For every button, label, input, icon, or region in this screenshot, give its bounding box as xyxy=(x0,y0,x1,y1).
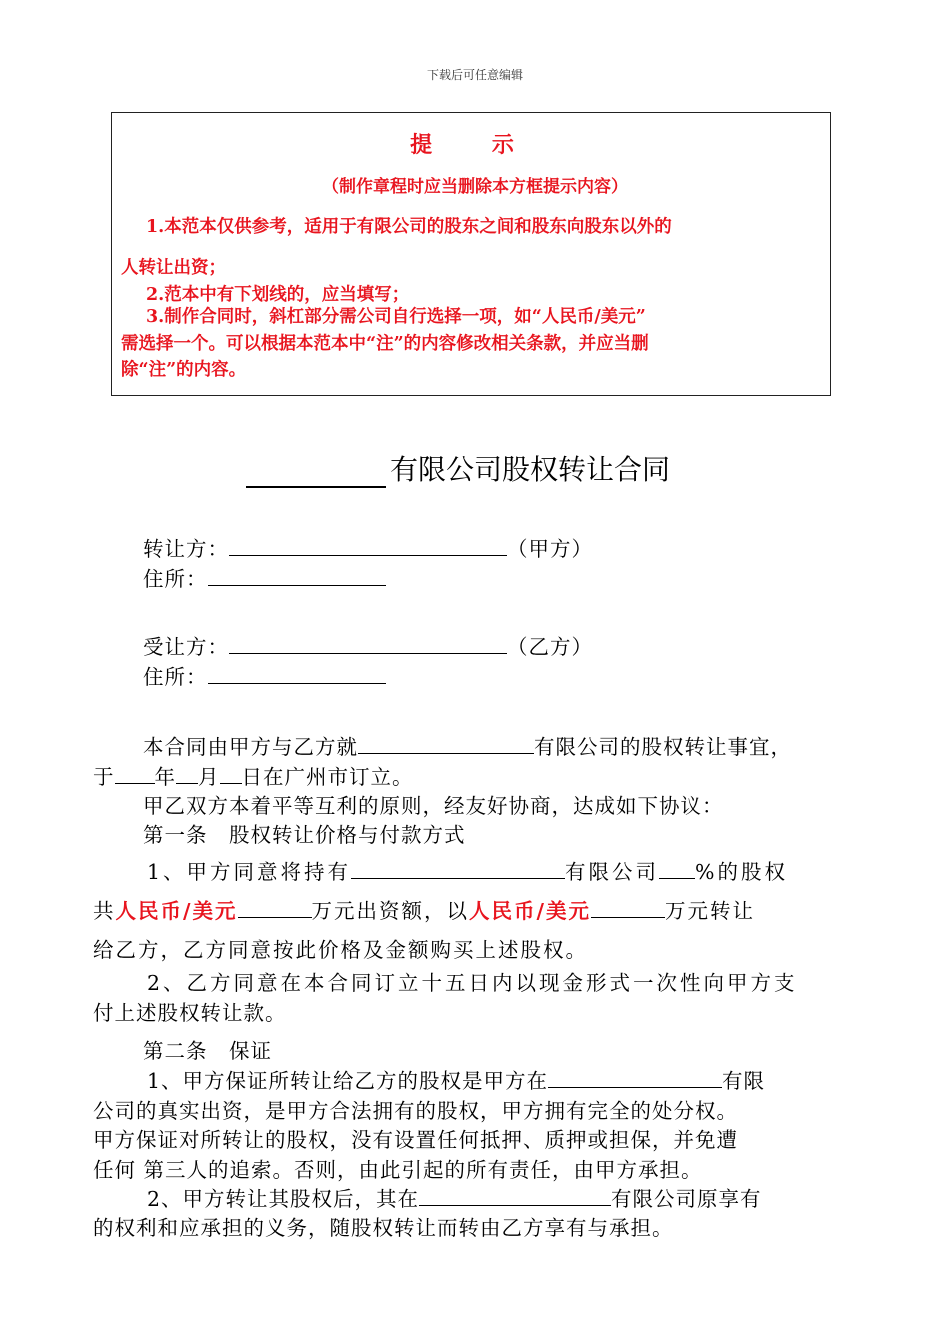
currency-choice-2: 人民币/美元 xyxy=(469,899,591,923)
document-title: 有限公司股权转让合同 xyxy=(246,448,670,488)
notice-title: 提 示 xyxy=(410,132,540,158)
company-blank-1[interactable] xyxy=(358,731,534,754)
body-line-2: 于 年 月 日在广州市订立。 xyxy=(93,760,414,790)
article-2-line-3: 甲方保证对所转让的股权，没有设置任何抵押、质押或担保，并免遭 xyxy=(93,1128,738,1152)
party-b-address-line: 住所： xyxy=(143,660,386,690)
company-blank-4[interactable] xyxy=(419,1183,611,1206)
notice-line-2: 人转让出资； xyxy=(121,258,226,278)
article-2-heading: 第二条 保证 xyxy=(143,1039,272,1063)
party-a-line: 转让方： （甲方） xyxy=(143,532,593,562)
month-blank[interactable] xyxy=(176,761,198,784)
article-2-line-6: 的权利和应承担的义务，随股权转让而转由乙方享有与承担。 xyxy=(93,1216,674,1240)
company-blank-3[interactable] xyxy=(548,1065,722,1088)
party-a-address-blank[interactable] xyxy=(208,563,386,586)
article-1-line-4: 2、乙方同意在本合同订立十五日内以现金形式一次性向甲方支 xyxy=(147,971,798,995)
body-line-3: 甲乙双方本着平等互利的原则，经友好协商，达成如下协议： xyxy=(143,794,724,818)
notice-line-6: 除“注”的内容。 xyxy=(121,360,247,380)
party-b-line: 受让方： （乙方） xyxy=(143,630,593,660)
article-1-line-1: 1、甲方同意将持有 有限公司 %的股权 xyxy=(147,855,788,885)
article-2-line-1: 1、甲方保证所转让给乙方的股权是甲方在 有限 xyxy=(147,1064,765,1094)
amount-blank-2[interactable] xyxy=(591,895,665,918)
party-a-blank[interactable] xyxy=(229,533,507,556)
day-blank[interactable] xyxy=(220,761,242,784)
article-1-line-5: 付上述股权转让款。 xyxy=(93,1001,287,1025)
party-b-address-blank[interactable] xyxy=(208,661,386,684)
year-blank[interactable] xyxy=(115,761,155,784)
party-b-blank[interactable] xyxy=(229,631,507,654)
amount-blank-1[interactable] xyxy=(238,895,312,918)
article-1-line-3: 给乙方，乙方同意按此价格及金额购买上述股权。 xyxy=(93,938,588,962)
notice-line-4: 3.制作合同时，斜杠部分需公司自行选择一项，如“人民币/美元” xyxy=(146,307,646,327)
notice-subtitle: （制作章程时应当删除本方框提示内容） xyxy=(322,177,628,197)
percent-blank[interactable] xyxy=(659,856,695,879)
article-1-line-2: 共人民币/美元 万元出资额，以人民币/美元 万元转让 xyxy=(93,894,755,924)
article-2-line-5: 2、甲方转让其股权后，其在 有限公司原享有 xyxy=(147,1182,762,1212)
article-2-line-4: 任何 第三人的追索。否则，由此引起的所有责任，由甲方承担。 xyxy=(93,1158,703,1182)
currency-choice-1: 人民币/美元 xyxy=(115,899,238,923)
notice-line-3: 2.范本中有下划线的，应当填写； xyxy=(146,285,410,305)
body-line-1: 本合同由甲方与乙方就 有限公司的股权转让事宜， xyxy=(143,730,792,760)
notice-line-5: 需选择一个。可以根据本范本中“注”的内容修改相关条款，并应当删 xyxy=(121,334,649,354)
company-blank-2[interactable] xyxy=(351,856,565,879)
article-1-heading: 第一条 股权转让价格与付款方式 xyxy=(143,823,466,847)
article-2-line-2: 公司的真实出资，是甲方合法拥有的股权，甲方拥有完全的处分权。 xyxy=(93,1099,738,1123)
company-name-blank[interactable] xyxy=(246,456,386,488)
header-note: 下载后可任意编辑 xyxy=(426,68,523,82)
notice-line-1: 1.本范本仅供参考，适用于有限公司的股东之间和股东向股东以外的 xyxy=(146,217,672,237)
party-a-address-line: 住所： xyxy=(143,562,386,592)
